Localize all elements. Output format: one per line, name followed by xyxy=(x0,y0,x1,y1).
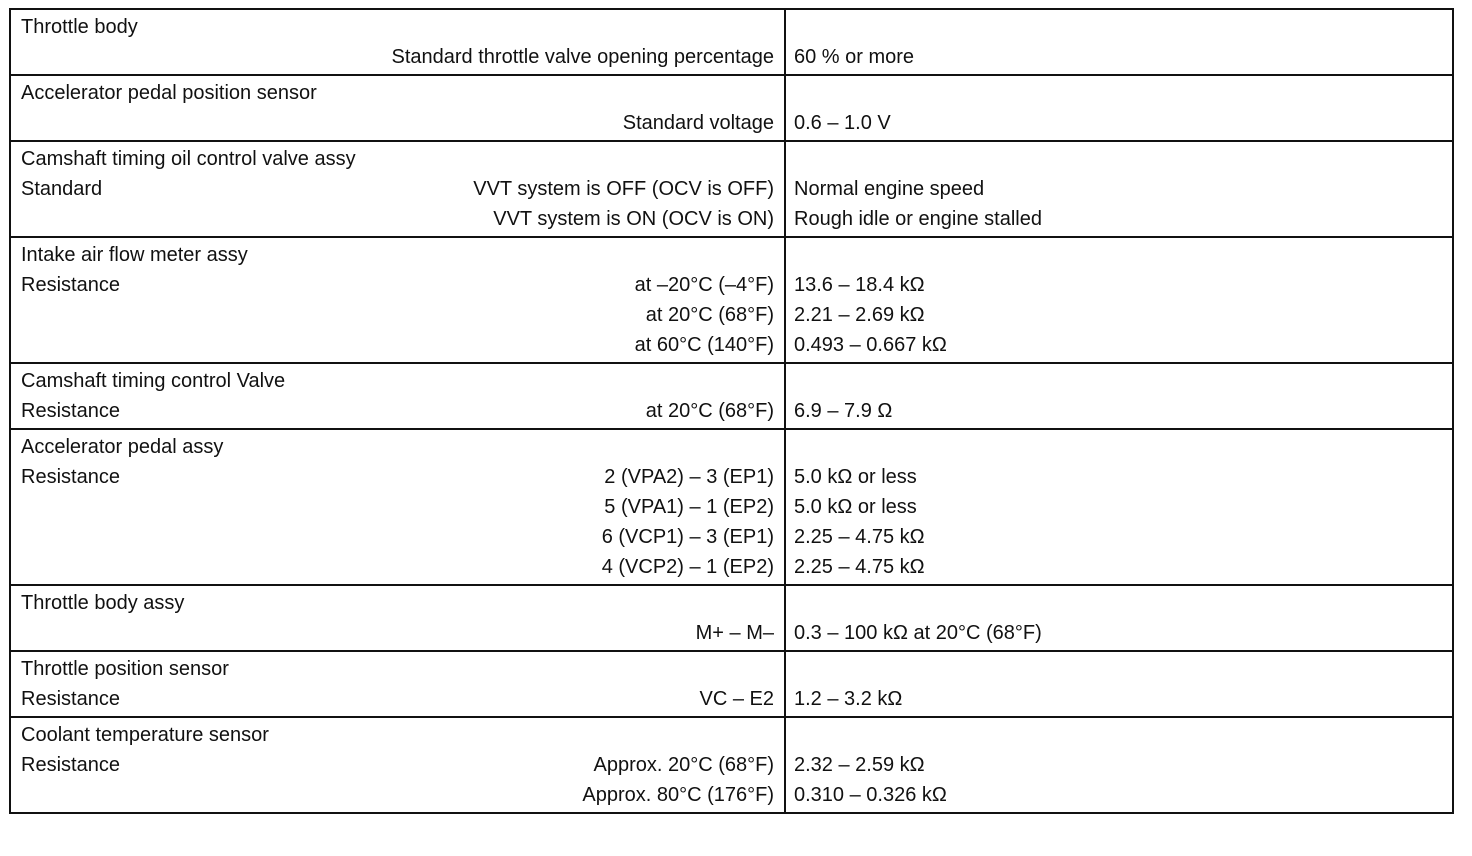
spec-value: 2.25 – 4.75 kΩ xyxy=(794,526,925,548)
spec-section-row xyxy=(10,585,1453,651)
value-spacer xyxy=(794,78,1444,108)
component-title: Accelerator pedal assy xyxy=(21,436,224,458)
spec-value-cell xyxy=(785,9,1453,75)
spec-value: 13.6 – 18.4 kΩ xyxy=(794,274,925,296)
spec-value-cell xyxy=(785,717,1453,813)
value-spacer xyxy=(794,240,1444,270)
component-cell xyxy=(10,141,785,237)
condition-line xyxy=(21,108,774,138)
specification-table-body xyxy=(10,9,1453,813)
component-cell xyxy=(10,75,785,141)
measurement-condition: Approx. 80°C (176°F) xyxy=(582,784,774,806)
condition-line xyxy=(21,750,774,780)
condition-line xyxy=(21,300,774,330)
component-cell xyxy=(10,585,785,651)
condition-line xyxy=(21,618,774,648)
spec-value: Rough idle or engine stalled xyxy=(794,208,1042,230)
measurement-condition: VC – E2 xyxy=(699,688,774,710)
component-title: Camshaft timing oil control valve assy xyxy=(21,148,356,170)
spec-value: 5.0 kΩ or less xyxy=(794,466,917,488)
value-spacer xyxy=(794,654,1444,684)
condition-line xyxy=(21,684,774,714)
spec-value-cell xyxy=(785,75,1453,141)
spec-section-row xyxy=(10,141,1453,237)
measurement-label: Resistance xyxy=(21,274,120,296)
spec-value-cell xyxy=(785,429,1453,585)
spec-value: Normal engine speed xyxy=(794,178,985,200)
measurement-condition: 2 (VPA2) – 3 (EP1) xyxy=(604,466,774,488)
spec-value: 2.25 – 4.75 kΩ xyxy=(794,556,925,578)
condition-line xyxy=(21,270,774,300)
spec-section-row xyxy=(10,75,1453,141)
component-title: Throttle body assy xyxy=(21,592,185,614)
spec-section-row xyxy=(10,237,1453,363)
measurement-label: Standard xyxy=(21,178,103,200)
condition-line xyxy=(21,492,774,522)
measurement-condition: Standard throttle valve opening percentage xyxy=(391,46,774,68)
measurement-condition: at 60°C (140°F) xyxy=(634,334,774,356)
spec-value-cell xyxy=(785,363,1453,429)
spec-value-cell xyxy=(785,141,1453,237)
condition-line xyxy=(21,552,774,582)
component-title: Intake air flow meter assy xyxy=(21,244,248,266)
component-title: Throttle position sensor xyxy=(21,658,229,680)
measurement-condition: M+ – M– xyxy=(695,622,774,644)
measurement-condition: at –20°C (–4°F) xyxy=(634,274,774,296)
spec-value: 0.310 – 0.326 kΩ xyxy=(794,784,947,806)
measurement-condition: Approx. 20°C (68°F) xyxy=(593,754,774,776)
measurement-condition: 5 (VPA1) – 1 (EP2) xyxy=(604,496,774,518)
component-cell xyxy=(10,237,785,363)
condition-line xyxy=(21,42,774,72)
value-spacer xyxy=(794,12,1444,42)
spec-value: 0.3 – 100 kΩ at 20°C (68°F) xyxy=(794,622,1042,644)
measurement-condition: at 20°C (68°F) xyxy=(645,304,774,326)
spec-value: 0.493 – 0.667 kΩ xyxy=(794,334,947,356)
spec-value: 60 % or more xyxy=(794,46,915,68)
measurement-label: Resistance xyxy=(21,754,120,776)
value-spacer xyxy=(794,432,1444,462)
measurement-condition: at 20°C (68°F) xyxy=(645,400,774,422)
component-title: Throttle body xyxy=(21,16,138,38)
spec-value-cell xyxy=(785,585,1453,651)
condition-line xyxy=(21,462,774,492)
measurement-label: Resistance xyxy=(21,688,120,710)
value-spacer xyxy=(794,366,1444,396)
condition-line xyxy=(21,330,774,360)
component-cell xyxy=(10,9,785,75)
specification-table xyxy=(9,8,1454,814)
condition-line xyxy=(21,396,774,426)
component-cell xyxy=(10,651,785,717)
spec-value: 1.2 – 3.2 kΩ xyxy=(794,688,903,710)
value-spacer xyxy=(794,144,1444,174)
component-cell xyxy=(10,717,785,813)
spec-value: 6.9 – 7.9 Ω xyxy=(794,400,893,422)
value-spacer xyxy=(794,588,1444,618)
spec-value: 0.6 – 1.0 V xyxy=(794,112,891,134)
spec-value: 2.21 – 2.69 kΩ xyxy=(794,304,925,326)
component-title: Coolant temperature sensor xyxy=(21,724,269,746)
measurement-condition: Standard voltage xyxy=(622,112,774,134)
spec-section-row xyxy=(10,363,1453,429)
spec-section-row xyxy=(10,651,1453,717)
spec-value-cell xyxy=(785,651,1453,717)
component-title: Accelerator pedal position sensor xyxy=(21,82,317,104)
component-cell xyxy=(10,429,785,585)
condition-line xyxy=(21,780,774,810)
component-cell xyxy=(10,363,785,429)
measurement-condition: VVT system is ON (OCV is ON) xyxy=(493,208,774,230)
spec-section-row xyxy=(10,429,1453,585)
spec-value: 5.0 kΩ or less xyxy=(794,496,917,518)
condition-line xyxy=(21,522,774,552)
component-title: Camshaft timing control Valve xyxy=(21,370,286,392)
measurement-label: Resistance xyxy=(21,466,120,488)
measurement-condition: VVT system is OFF (OCV is OFF) xyxy=(473,178,774,200)
measurement-condition: 6 (VCP1) – 3 (EP1) xyxy=(601,526,774,548)
spec-section-row xyxy=(10,717,1453,813)
value-spacer xyxy=(794,720,1444,750)
measurement-label: Resistance xyxy=(21,400,120,422)
spec-section-row xyxy=(10,9,1453,75)
condition-line xyxy=(21,174,774,204)
spec-value-cell xyxy=(785,237,1453,363)
condition-line xyxy=(21,204,774,234)
measurement-condition: 4 (VCP2) – 1 (EP2) xyxy=(601,556,774,578)
spec-value: 2.32 – 2.59 kΩ xyxy=(794,754,925,776)
